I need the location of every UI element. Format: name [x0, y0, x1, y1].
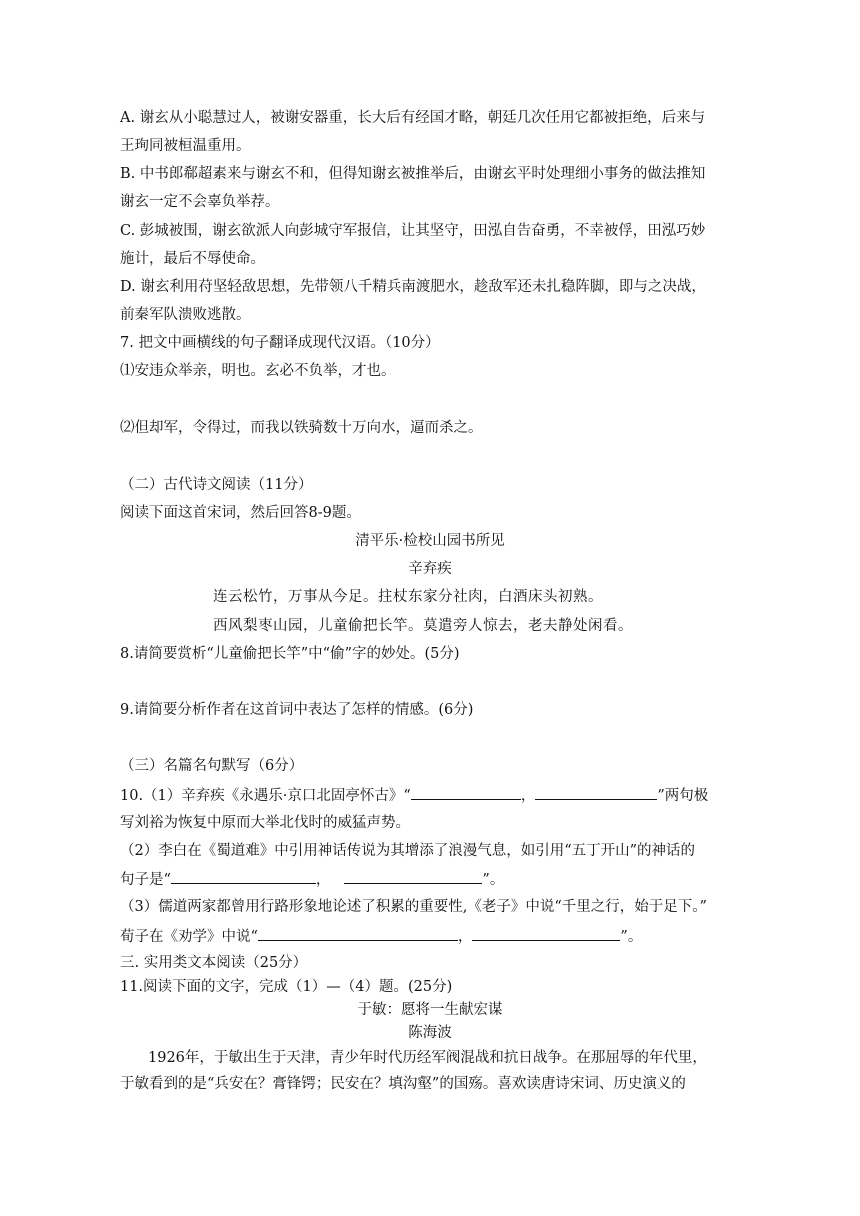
question-10-2-suffix: ”。	[482, 872, 505, 888]
question-10-2-line-1: （2）李白在《蜀道难》中引用神话传说为其增添了浪漫气息，如引用“五丁开山”的神话的	[120, 843, 696, 859]
question-10-3-line-1: （3）儒道两家都曾用行路形象地论述了积累的重要性,《老子》中说“千里之行，始于足下。”	[120, 899, 707, 915]
answer-blank[interactable]	[171, 869, 316, 884]
question-10-1-prefix: 10.（1）辛弃疾《永遇乐·京口北固亭怀古》“	[120, 788, 411, 804]
question-10-3-prefix: 荀子在《劝学》中说“	[120, 929, 258, 945]
part-3-title: 三. 实用类文本阅读（25分）	[120, 955, 308, 971]
option-b-line-1: B. 中书郎郗超素来与谢玄不和，但得知谢玄被推举后，由谢玄平时处理细小事务的做法推知	[120, 166, 706, 182]
option-a-line-2: 王珣同被桓温重用。	[120, 138, 251, 154]
poem-line-1: 连云松竹，万事从今足。拄杖东家分社肉，白酒床头初熟。	[213, 589, 603, 605]
answer-blank[interactable]	[258, 926, 458, 941]
answer-blank[interactable]	[344, 869, 482, 884]
question-10-1-suffix: ”两句极	[657, 788, 709, 804]
question-10-1-line-1	[120, 785, 708, 806]
question-11: 11.阅读下面的文字，完成（1）—（4）题。(25分)	[120, 979, 453, 995]
option-c-line-1: C. 彭城被围，谢玄欲派人向彭城守军报信，让其坚守，田泓自告奋勇，不幸被俘，田泓巧妙	[120, 223, 706, 239]
option-b-line-2: 谢玄一定不会辜负举荐。	[120, 194, 280, 210]
option-d-line-1: D. 谢玄利用苻坚轻敌思想，先带领八千精兵南渡肥水，趁敌军还未扎稳阵脚，即与之决战，	[120, 279, 706, 295]
section-2-intro: 阅读下面这首宋词，然后回答8-9题。	[120, 505, 361, 521]
section-3-title: （三）名篇名句默写（6分）	[120, 758, 304, 774]
article-author: 陈海波	[408, 1025, 452, 1041]
option-a-line-1: A. 谢玄从小聪慧过人，被谢安器重，长大后有经国才略，朝廷几次任用它都被拒绝，后来与	[120, 110, 706, 126]
answer-blank[interactable]	[411, 785, 521, 800]
section-2-title: （二）古代诗文阅读（11分）	[120, 477, 313, 493]
article-paragraph-line-2: 于敏看到的是“兵安在？膏锋锷；民安在？填沟壑”的国殇。喜欢读唐诗宋词、历史演义的	[120, 1076, 686, 1092]
blank-separator: ，	[315, 872, 331, 888]
question-7-sentence-2: ⑵但却军，令得过，而我以铁骑数十万向水，逼而杀之。	[120, 420, 483, 436]
answer-blank[interactable]	[535, 785, 657, 800]
question-9: 9.请简要分析作者在这首词中表达了怎样的情感。(6分)	[120, 702, 474, 718]
blank-separator: ，	[457, 929, 473, 945]
question-10-2-prefix: 句子是“	[120, 872, 171, 888]
question-7-title: 7. 把文中画横线的句子翻译成现代汉语。（10分）	[120, 335, 440, 351]
poem-title: 清平乐·检校山园书所见	[355, 533, 505, 549]
article-paragraph-line-1: 1926年，于敏出生于天津，青少年时代历经军阀混战和抗日战争。在那屈辱的年代里，	[148, 1050, 707, 1066]
option-c-line-2: 施计，最后不辱使命。	[120, 251, 265, 267]
question-10-3-suffix: ”。	[620, 929, 643, 945]
question-8: 8.请简要赏析“儿童偷把长竿”中“偷”字的妙处。(5分)	[120, 646, 460, 662]
question-10-1-line-2: 写刘裕为恢复中原而大举北伐时的威猛声势。	[120, 815, 410, 831]
blank-separator: ，	[520, 788, 536, 804]
question-10-3-line-2	[120, 926, 642, 947]
question-10-2-line-2	[120, 869, 504, 890]
poem-line-2: 西风梨枣山园，儿童偷把长竿。莫遣旁人惊去，老夫静处闲看。	[213, 618, 633, 634]
poem-author: 辛弃疾	[408, 561, 452, 577]
answer-blank[interactable]	[472, 926, 620, 941]
option-d-line-2: 前秦军队溃败逃散。	[120, 307, 251, 323]
question-7-sentence-1: ⑴安违众举亲，明也。玄必不负举，才也。	[120, 363, 396, 379]
article-title: 于敏：愿将一生献宏谋	[357, 1002, 503, 1018]
